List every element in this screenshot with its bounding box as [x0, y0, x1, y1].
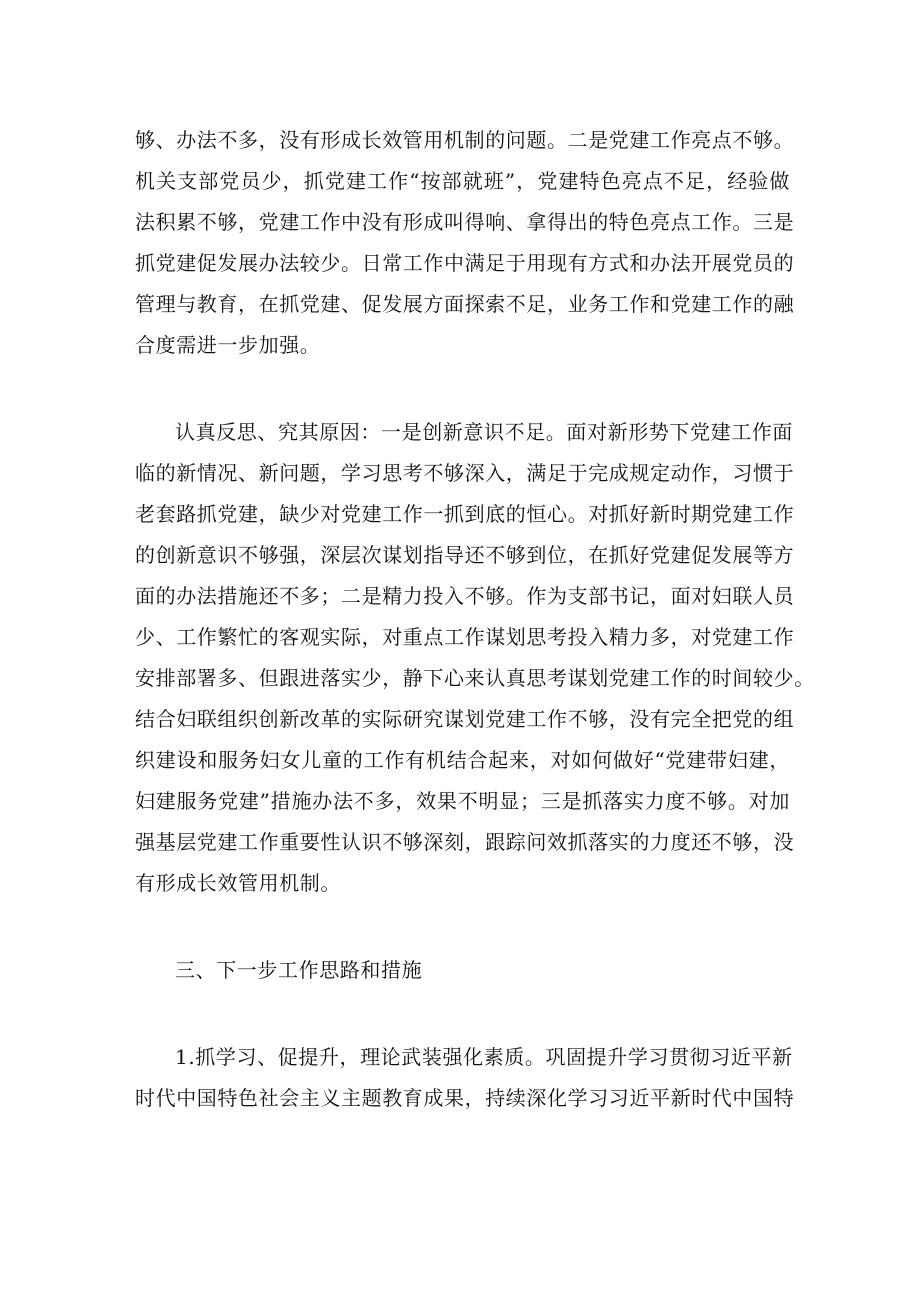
text-line: 安排部署多、但跟进落实少，静下心来认真思考谋划党建工作的时间较少。 [135, 666, 815, 690]
text-line: 1.抓学习、促提升，理论武装强化素质。巩固提升学习贯彻习近平新 [175, 1045, 793, 1069]
section-heading [135, 950, 790, 991]
text-line: 织建设和服务妇女儿童的工作有机结合起来，对如何做好“党建带妇建， [135, 748, 790, 772]
text-line: 法积累不够，党建工作中没有形成叫得响、拿得出的特色亮点工作。三是 [135, 210, 795, 234]
paragraph-problems-continued [135, 120, 795, 366]
document-body [135, 120, 815, 1119]
text-line: 的创新意识不够强，深层次谋划指导还不够到位，在抓好党建促发展等方 [135, 543, 795, 567]
text-line: 机关支部党员少，抓党建工作“按部就班”，党建特色亮点不足，经验做 [135, 169, 790, 193]
paragraph-spacer [135, 366, 790, 412]
text-line: 老套路抓党建，缺少对党建工作一抓到底的恒心。对抓好新时期党建工作 [135, 502, 795, 526]
text-line: 面的办法措施还不多；二是精力投入不够。作为支部书记，面对妇联人员 [135, 584, 795, 608]
text-line: 时代中国特色社会主义主题教育成果，持续深化学习习近平新时代中国特 [135, 1086, 795, 1110]
text-line: 管理与教育，在抓党建、促发展方面探索不足，业务工作和党建工作的融 [135, 292, 795, 316]
paragraph-measure-1 [135, 1037, 795, 1119]
text-line: 有形成长效管用机制。 [135, 871, 341, 895]
text-line: 抓党建促发展办法较少。日常工作中满足于用现有方式和办法开展党员的 [135, 251, 795, 275]
paragraph-spacer [135, 991, 790, 1037]
paragraph-spacer [135, 904, 790, 950]
text-line: 合度需进一步加强。 [135, 333, 321, 357]
text-line: 少、工作繁忙的客观实际，对重点工作谋划思考投入精力多，对党建工作 [135, 625, 795, 649]
text-line: 临的新情况、新问题，学习思考不够深入，满足于完成规定动作，习惯于 [135, 461, 795, 485]
text-line: 强基层党建工作重要性认识不够深刻，跟踪问效抓落实的力度还不够，没 [135, 830, 795, 854]
text-line: 结合妇联组织创新改革的实际研究谋划党建工作不够，没有完全把党的组 [135, 707, 795, 731]
text-line: 妇建服务党建”措施办法不多，效果不明显；三是抓落实力度不够。对加 [135, 789, 790, 813]
text-line: 认真反思、究其原因：一是创新意识不足。面对新形势下党建工作面 [175, 420, 793, 444]
heading-text: 三、下一步工作思路和措施 [175, 958, 423, 982]
text-line: 够、办法不多，没有形成长效管用机制的问题。二是党建工作亮点不够。 [135, 128, 795, 152]
paragraph-root-causes [135, 412, 815, 904]
